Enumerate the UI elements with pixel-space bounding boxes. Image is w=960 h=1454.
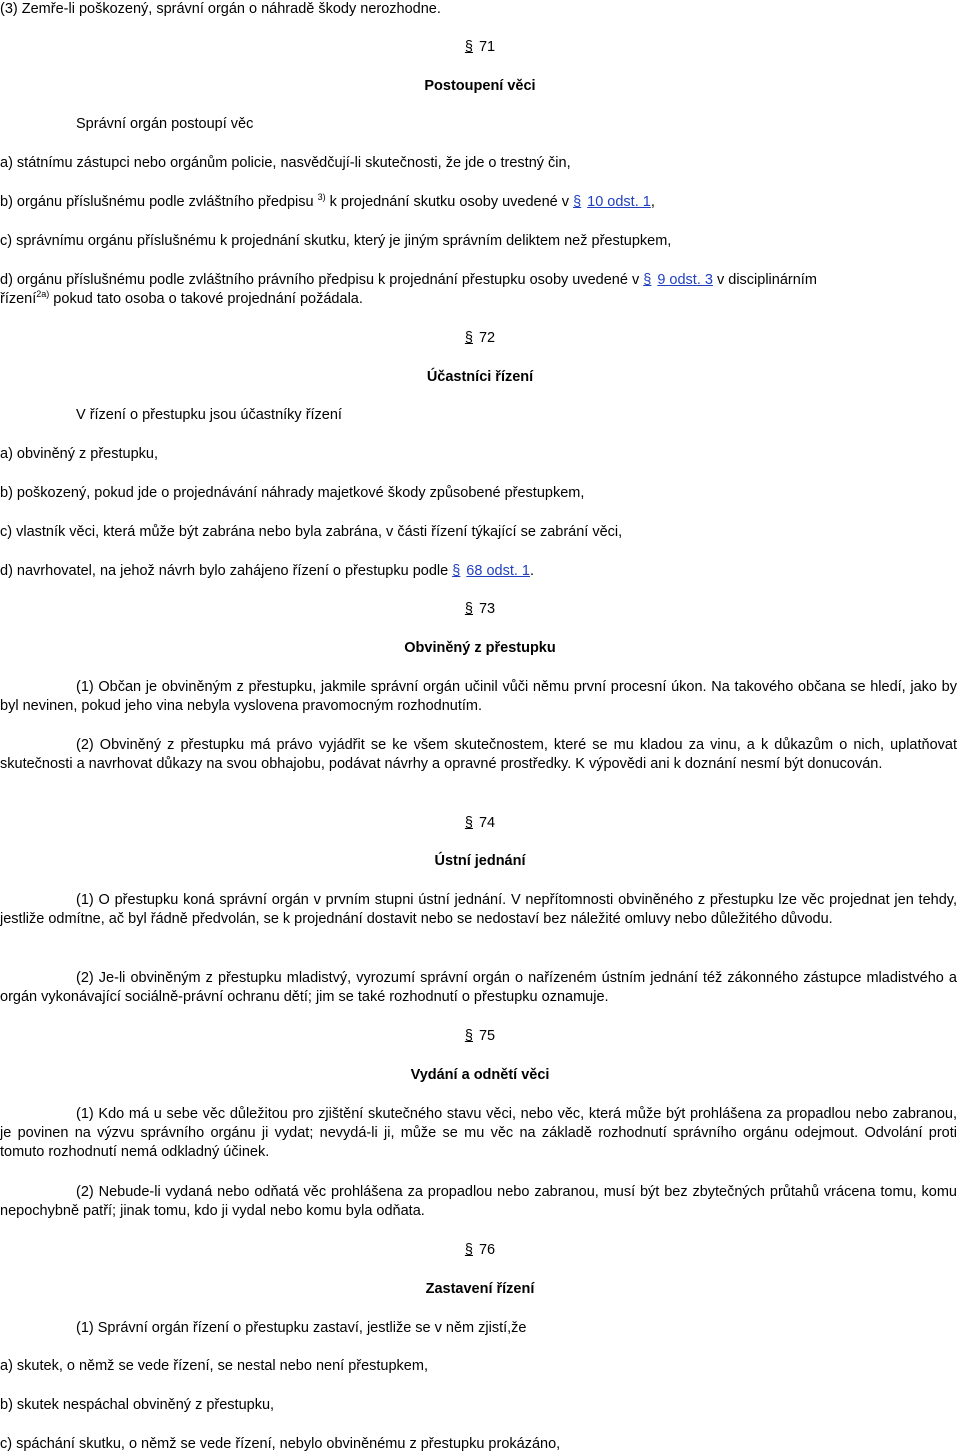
section-number-74: § 74 [464,815,496,831]
section-number-76: § 76 [464,1242,496,1258]
section-symbol: § [464,1242,473,1258]
section-symbol: § [464,815,473,831]
section-title-76: Zastavení řízení [425,1281,535,1297]
section-symbol: § [464,39,473,55]
section-link-9[interactable]: § 9 odst. 3 [643,272,713,288]
footnote-ref: 2a) [36,289,50,299]
section-number-73: § 73 [464,601,496,617]
text-line: c) spáchání skutku, o němž se vede řízení, nebylo obviněnému z přestupku prokázáno, [0,1436,561,1452]
section-symbol: § [464,1028,473,1044]
section-title-75: Vydání a odnětí věci [410,1067,550,1083]
text-line: V řízení o přestupku jsou účastníky řízení [76,407,342,423]
section-symbol: § [464,330,473,346]
section-title-74: Ústní jednání [434,853,526,869]
section-title-73: Obviněný z přestupku [404,640,556,656]
paragraph: (1) Kdo má u sebe věc důležitou pro zjištění skutečného stavu věci, nebo věc, která může být prohlášena za propadlou nebo zabranou, je povinen na výzvu správního orgánu ji vydat; nevydá-li ji, může se mu věc na základě rozhodnutí správního orgánu odejmout. Odvolání proti tomuto rozhodnutí nemá odkladný účinek. [0,1106,957,1160]
paragraph: (2) Je-li obviněným z přestupku mladistvý, vyrozumí správní orgán o nařízeném ústním jednání též zákonného zástupce mladistvého a orgán vykonávající sociálně-právní ochranu dětí; jim se také rozhodnutí o přestupku oznamuje. [0,970,957,1005]
section-symbol: § [464,601,473,617]
text-line: d) navrhovatel, na jehož návrh bylo zahájeno řízení o přestupku podle § 68 odst. 1. [0,563,535,579]
paragraph: (2) Nebude-li vydaná nebo odňatá věc prohlášena za propadlou nebo zabranou, musí být bez zbytečných průtahů vrácena tomu, komu nepochybně patří; jinak tomu, kdo ji vydal nebo komu byla odňata. [0,1184,957,1219]
section-link-10[interactable]: § 10 odst. 1 [573,194,651,210]
text-line: c) správnímu orgánu příslušnému k projednání skutku, který je jiným správním deliktem než přestupkem, [0,233,672,249]
paragraph: (2) Obviněný z přestupku má právo vyjádřit se ke všem skutečnostem, které se mu kladou za vinu, a k důkazům o nich, uplatňovat skutečnosti a navrhovat důkazy na svou obhajobu, podávat návrhy a opravné prostředky. K výpovědi ani k doznání nesmí být donucován. [0,737,957,772]
section-title-71: Postoupení věci [424,78,536,94]
text-line: (3) Zemře-li poškozený, správní orgán o náhradě škody nerozhodne. [0,1,441,17]
text-line: a) skutek, o němž se vede řízení, se nestal nebo není přestupkem, [0,1358,428,1374]
section-title-72: Účastníci řízení [426,369,534,385]
text-line: b) orgánu příslušnému podle zvláštního předpisu $^{3)}$ k projednání skutku osoby uvedené v § 10 odst. 1, [0,192,655,210]
text-line: b) skutek nespáchal obviněný z přestupku, [0,1397,275,1413]
footnote-ref: 3) [317,192,326,202]
text-line: c) vlastník věci, která může být zabrána nebo byla zabrána, v části řízení týkající se zabrání věci, [0,524,623,540]
section-number-72: § 72 [464,330,496,346]
text-line: b) poškozený, pokud jde o projednávání náhrady majetkové škody způsobené přestupkem, [0,485,585,501]
text-line: Správní orgán postoupí věc [76,116,254,132]
text-line: d) orgánu příslušnému podle zvláštního právního předpisu k projednání přestupku osoby uvedené v § 9 odst. 3 v disciplinárním [0,272,817,288]
section-number-71: § 71 [464,39,496,55]
paragraph: (1) O přestupku koná správní orgán v prvním stupni ústní jednání. V nepřítomnosti obviněného z přestupku lze věc projednat jen tehdy, jestliže odmítne, ač byl řádně předvolán, se k projednání dostavit nebo se nedostaví bez náležité omluvy nebo důležitého důvodu. [0,892,957,927]
section-link-68[interactable]: § 68 odst. 1 [452,563,530,579]
text-line: řízení$^{2a)}$ pokud tato osoba o takové projednání požádala. [0,289,363,307]
text-line: a) státnímu zástupci nebo orgánům policie, nasvědčují-li skutečnosti, že jde o trestný čin, [0,155,571,171]
section-number-75: § 75 [464,1028,496,1044]
paragraph: (1) Občan je obviněným z přestupku, jakmile správní orgán učinil vůči němu první procesní úkon. Na takového občana se hledí, jako by byl nevinen, pokud jeho vina nebyla vyslovena pravomocným rozhodnutím. [0,679,957,714]
text-line: a) obviněný z přestupku, [0,446,158,462]
text-line: (1) Správní orgán řízení o přestupku zastaví, jestliže se v něm zjistí,že [76,1320,527,1336]
